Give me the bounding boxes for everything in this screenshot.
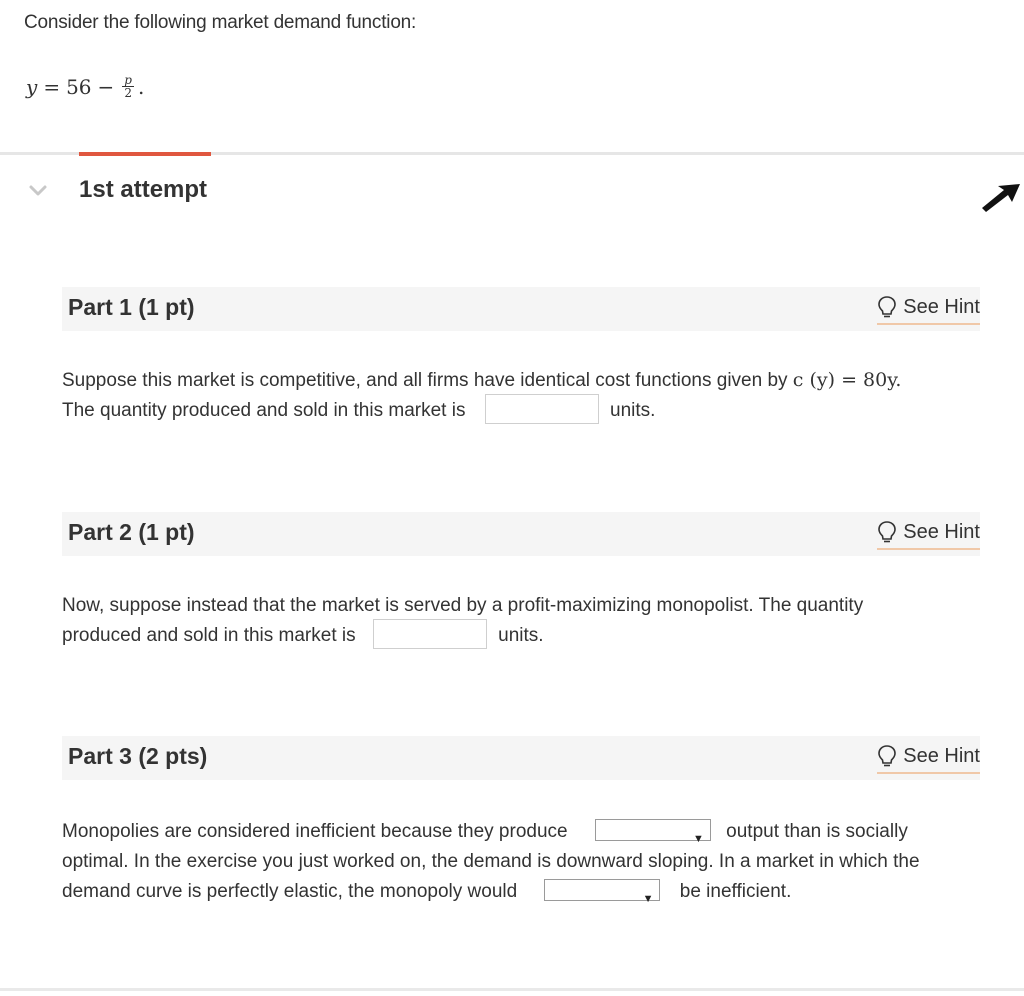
dropdown-arrow-icon: ▼ xyxy=(642,892,654,905)
equation-period: . xyxy=(137,74,145,99)
part-1-question xyxy=(62,365,992,426)
hint-label[interactable]: See Hint xyxy=(903,295,980,318)
part-1-text-a: Suppose this market is competitive, and all firms have identical cost functions given by xyxy=(62,370,793,391)
hint-label[interactable]: See Hint xyxy=(903,520,980,543)
collapse-chevron-icon[interactable] xyxy=(28,184,48,198)
part-3-title: Part 3 (2 pts) xyxy=(68,743,208,769)
part-1-text-b: The quantity produced and sold in this market is xyxy=(62,400,466,422)
part-3-header xyxy=(62,736,980,780)
part-2-question xyxy=(62,591,992,651)
part-1-answer-input[interactable] xyxy=(485,394,599,424)
part-3-text-d: demand curve is perfectly elastic, the monopoly would xyxy=(62,881,518,902)
part-1-see-hint[interactable] xyxy=(877,292,980,325)
part-3-text-a: Monopolies are considered inefficient because they produce xyxy=(62,821,568,842)
part-3-text-e: be inefficient. xyxy=(679,881,792,902)
part-2-header xyxy=(62,512,980,556)
mouse-cursor-icon xyxy=(978,178,1022,214)
part-2-title: Part 2 (1 pt) xyxy=(68,519,195,545)
equation-constant: 56 xyxy=(66,74,92,99)
attempt-tab-indicator xyxy=(79,152,211,156)
equation-minus: − xyxy=(97,74,115,99)
part-3-dropdown-2[interactable] xyxy=(544,879,660,905)
fraction-denominator: 2 xyxy=(124,86,132,100)
part-3-text-b: output than is socially xyxy=(726,821,908,842)
demand-equation xyxy=(26,74,144,99)
equation-lhs: y xyxy=(26,74,38,99)
part-3-see-hint[interactable] xyxy=(877,741,980,774)
part-2-see-hint[interactable] xyxy=(877,517,980,550)
part-1-text-c: units. xyxy=(610,400,656,422)
hint-label[interactable]: See Hint xyxy=(903,744,980,767)
lightbulb-icon xyxy=(877,295,897,319)
part-2-text-a: Now, suppose instead that the market is served by a profit-maximizing monopolist. The quantity xyxy=(62,595,864,616)
bottom-divider xyxy=(0,988,1024,991)
part-3-text-c: optimal. In the exercise you just worked on, the demand is downward sloping. In a market in which the xyxy=(62,851,920,872)
part-3-question xyxy=(62,817,992,907)
dropdown-arrow-icon: ▼ xyxy=(692,832,704,845)
part-3-dropdown-1[interactable] xyxy=(595,819,711,845)
attempt-title[interactable]: 1st attempt xyxy=(79,176,208,203)
part-2-answer-input[interactable] xyxy=(373,619,487,649)
equation-equals: = xyxy=(43,74,61,99)
lightbulb-icon xyxy=(877,520,897,544)
fraction-numerator: p xyxy=(124,73,132,87)
lightbulb-icon xyxy=(877,744,897,768)
intro-text: Consider the following market demand function: xyxy=(24,12,417,33)
part-2-text-c: units. xyxy=(498,625,544,647)
part-1-header xyxy=(62,287,980,331)
equation-fraction xyxy=(122,74,134,99)
part-2-text-b: produced and sold in this market is xyxy=(62,625,356,647)
part-1-title: Part 1 (1 pt) xyxy=(68,294,195,320)
cost-function: c (y) = 80y. xyxy=(792,369,902,391)
